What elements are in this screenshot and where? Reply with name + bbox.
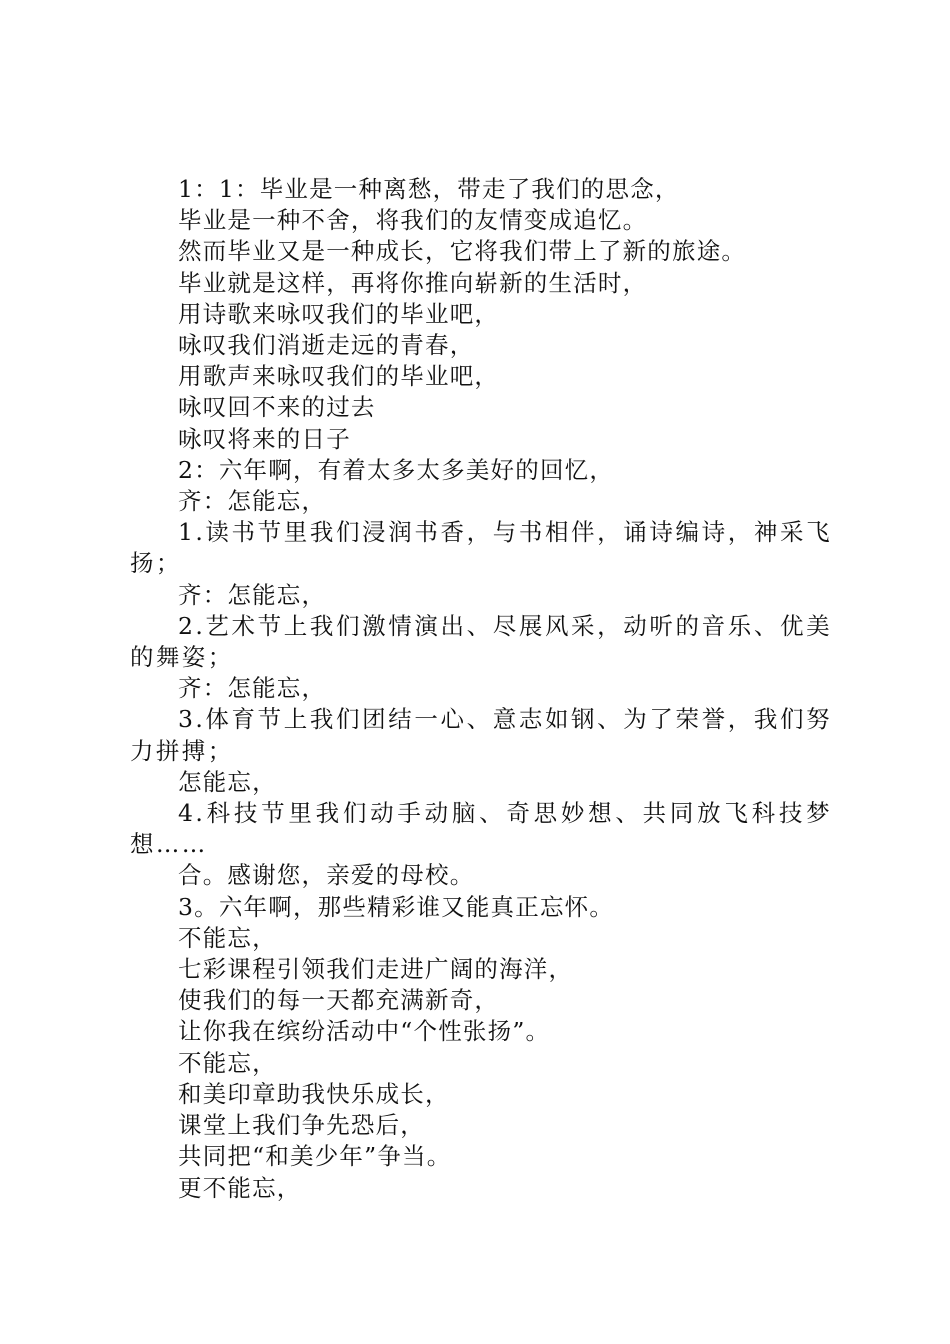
paragraph-art-festival: 2.艺术节上我们激情演出、尽展风采，动听的音乐、优美的舞姿；: [130, 611, 832, 672]
paragraph-science-festival: 4.科技节里我们动手动脑、奇思妙想、共同放飞科技梦想……: [130, 799, 832, 859]
text-line: 1：1：毕业是一种离愁，带走了我们的思念，: [178, 175, 680, 203]
text-line: 然而毕业又是一种成长，它将我们带上了新的旅途。: [178, 237, 747, 266]
text-line: 齐：怎能忘，: [178, 674, 327, 703]
text-line: 用歌声来咏叹我们的毕业吧，: [178, 362, 500, 391]
text-line: 怎能忘，: [178, 767, 277, 796]
text-line: 七彩课程引领我们走进广阔的海洋，: [178, 955, 574, 984]
text-line: 用诗歌来咏叹我们的毕业吧，: [178, 299, 500, 328]
text-line: 不能忘，: [178, 923, 277, 952]
text-line: 课堂上我们争先恐后，: [178, 1111, 425, 1140]
text-line: 毕业就是这样，再将你推向崭新的生活时，: [178, 268, 648, 297]
text-line: 咏叹回不来的过去: [178, 393, 376, 422]
paragraph-sports-festival: 3.体育节上我们团结一心、意志如钢、为了荣誉，我们努力拼搏；: [130, 705, 832, 765]
text-line: 2：六年啊，有着太多太多美好的回忆，: [178, 455, 615, 484]
text-line: 使我们的每一天都充满新奇，: [178, 986, 500, 1015]
paragraph-reading-festival: 1.读书节里我们浸润书香，与书相伴，诵诗编诗，神采飞扬；: [130, 518, 832, 578]
text-line: 和美印章助我快乐成长，: [178, 1079, 450, 1108]
text-line: 更不能忘，: [178, 1173, 302, 1202]
text-line: 齐：怎能忘，: [178, 580, 327, 609]
text-line: 合。感谢您，亲爱的母校。: [178, 861, 475, 890]
text-line: 毕业是一种不舍，将我们的友情变成追忆。: [178, 206, 648, 235]
text-line: 齐：怎能忘，: [178, 487, 327, 516]
text-line: 让你我在缤纷活动中“个性张扬”。: [178, 1017, 551, 1046]
document-body: [130, 174, 832, 1204]
text-line: 3。六年啊，那些精彩谁又能真正忘怀。: [178, 892, 615, 921]
text-line: 咏叹我们消逝走远的青春，: [178, 331, 475, 360]
text-line: 共同把“和美少年”争当。: [178, 1142, 452, 1171]
text-line: 咏叹将来的日子: [178, 424, 351, 453]
text-line: 不能忘，: [178, 1048, 277, 1077]
